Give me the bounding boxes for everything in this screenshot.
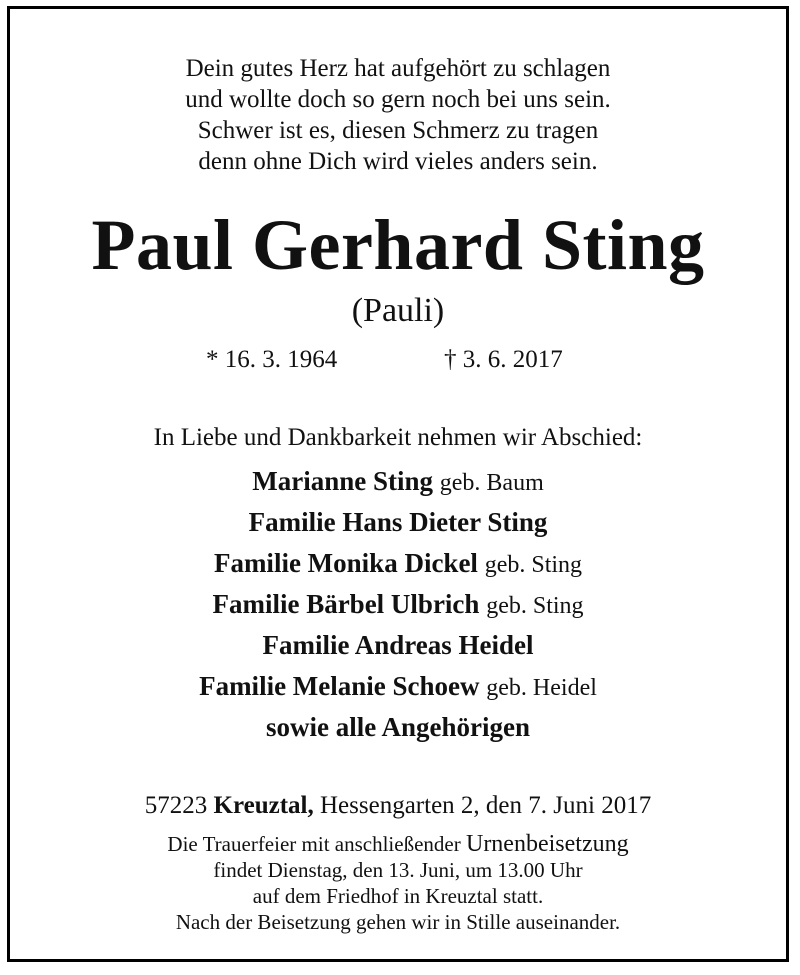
mourner-entry: [10, 707, 786, 748]
mourner-nee: geb. Heidel: [486, 675, 597, 701]
city: Kreuztal,: [213, 792, 314, 819]
mourner-entry: [10, 584, 786, 625]
address-rest: Hessengarten 2, den 7. Juni 2017: [320, 792, 652, 819]
address-line: [10, 789, 786, 823]
birth-date: * 16. 3. 1964: [206, 346, 338, 373]
deceased-nickname: (Pauli): [351, 292, 445, 329]
poem-line: Schwer ist es, diesen Schmerz zu tragen: [197, 117, 599, 144]
poem-line: Dein gutes Herz hat aufgehört zu schlagen: [185, 55, 611, 82]
notice-line: findet Dienstag, den 13. Juni, um 13.00 Uhr: [213, 858, 583, 882]
mourner-entry: [10, 502, 786, 543]
notice-emphasis: Urnenbeisetzung: [465, 831, 629, 857]
mourner-name: Familie Monika Dickel: [213, 548, 478, 578]
mourner-nee: geb. Sting: [486, 593, 584, 619]
mourner-name: Familie Hans Dieter Sting: [248, 507, 548, 537]
poem: [10, 53, 786, 177]
mourner-name: sowie alle Angehörigen: [266, 712, 530, 742]
notice-line: auf dem Friedhof in Kreuztal statt.: [252, 884, 544, 908]
mourner-name: Familie Bärbel Ulbrich: [212, 589, 480, 619]
mourners-intro: In Liebe und Dankbarkeit nehmen wir Abschied:: [153, 424, 643, 451]
death-date: † 3. 6. 2017: [444, 346, 563, 373]
poem-line: und wollte doch so gern noch bei uns sein.: [185, 86, 611, 113]
mourner-name: Familie Melanie Schoew: [199, 671, 480, 701]
funeral-notice: [10, 831, 786, 935]
notice-line: Nach der Beisetzung gehen wir in Stille auseinander.: [175, 910, 621, 934]
mourners-list: [10, 461, 786, 748]
obituary-frame: [7, 6, 789, 962]
mourner-name: Marianne Sting: [252, 466, 434, 496]
notice-line: [10, 831, 786, 857]
mourner-nee: geb. Sting: [484, 552, 583, 578]
mourner-name: Familie Andreas Heidel: [262, 630, 534, 660]
deceased-name: Paul Gerhard Sting: [91, 205, 705, 285]
poem-line: denn ohne Dich wird vieles anders sein.: [198, 148, 598, 175]
mourner-entry: [10, 461, 786, 502]
mourner-entry: [10, 625, 786, 666]
mourner-nee: geb. Baum: [439, 470, 544, 496]
mourner-entry: [10, 666, 786, 707]
postcode: 57223: [144, 792, 208, 819]
notice-text: Die Trauerfeier mit anschließender: [167, 832, 461, 856]
mourner-entry: [10, 543, 786, 584]
